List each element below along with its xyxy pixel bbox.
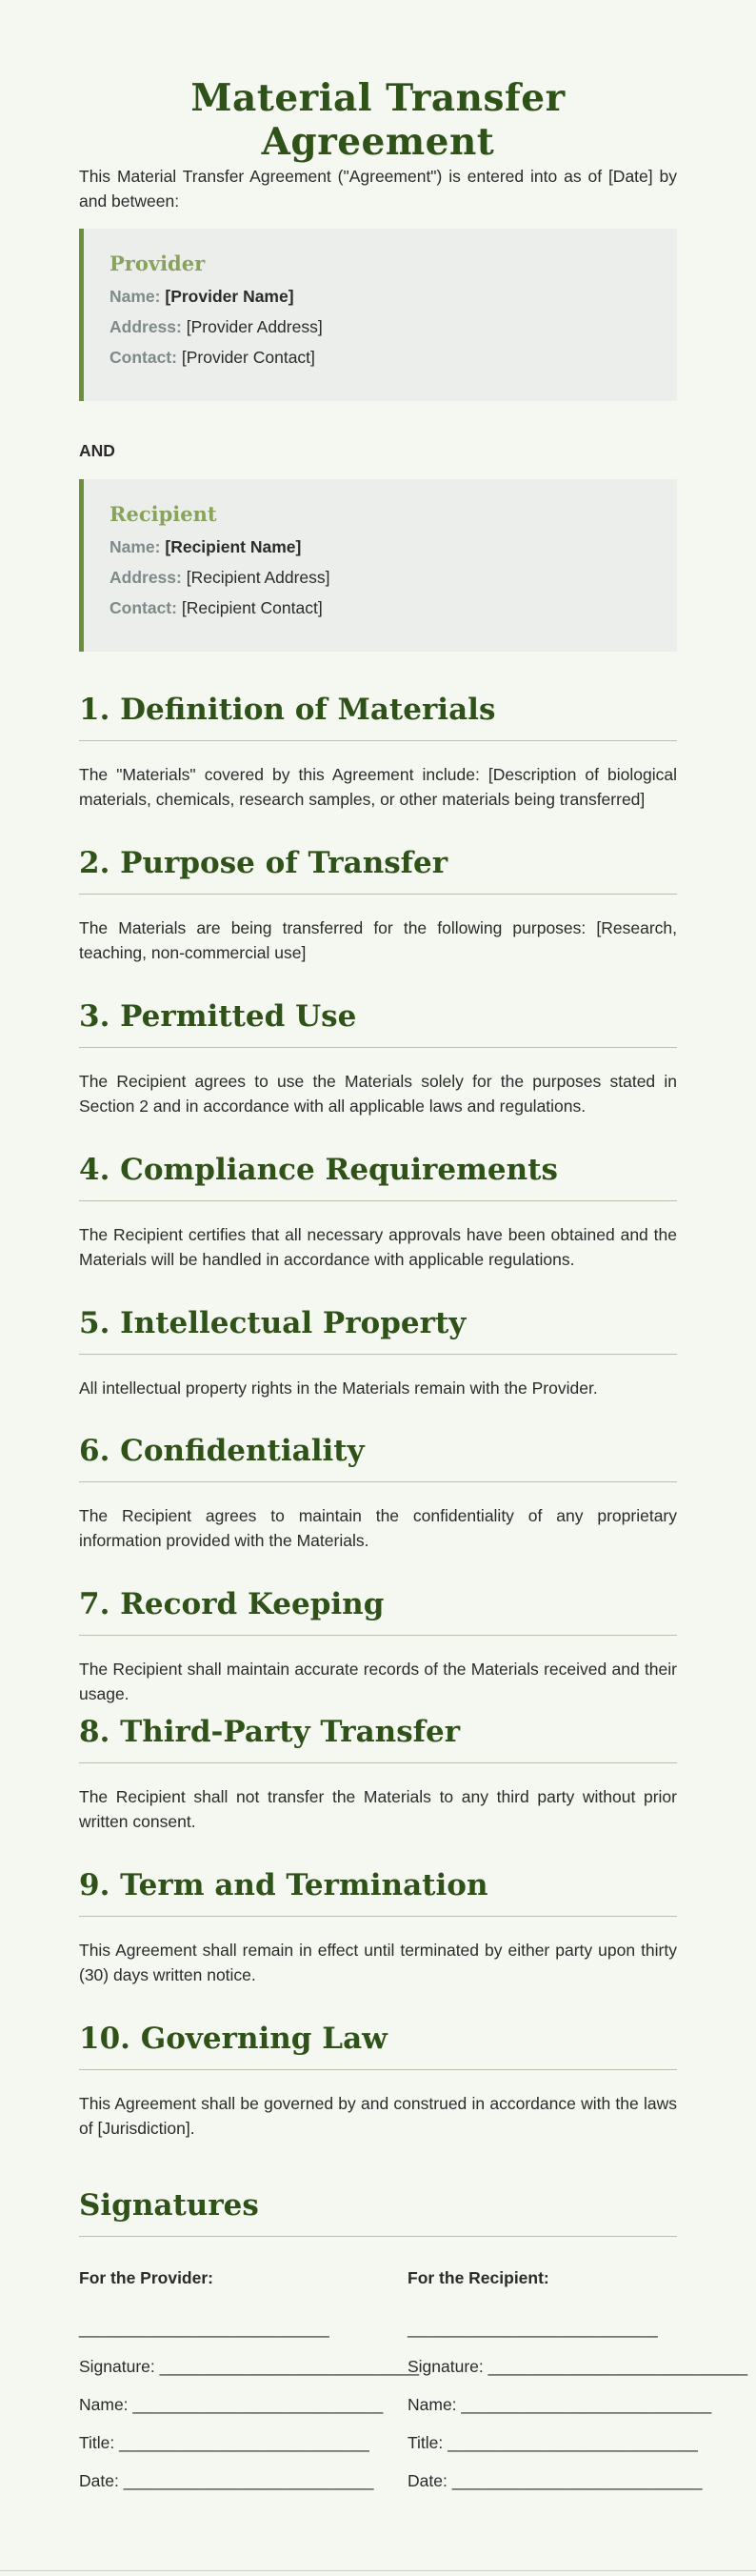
recipient-heading: Recipient xyxy=(109,502,217,526)
provider-box xyxy=(79,229,677,401)
section-text: The Recipient certifies that all necessary approvals have been obtained and the Materials will be handled in accordance with applicable regulations. xyxy=(79,1225,677,1270)
section-text: The Materials are being transferred for the following purposes: [Research, teaching, non-commercial use] xyxy=(79,918,677,963)
section-heading: 3. Permitted Use xyxy=(79,999,677,1048)
recipient-address-row xyxy=(109,568,651,589)
provider-address-label: Address: xyxy=(109,316,182,336)
recipient-signature-blank[interactable]: ___________________________ xyxy=(408,2319,658,2338)
section-heading: 5. Intellectual Property xyxy=(79,1306,677,1355)
recipient-signature-block xyxy=(408,2268,748,2504)
section-text: The Recipient shall not transfer the Materials to any third party without prior written consent. xyxy=(79,1787,677,1832)
provider-signature-label: For the Provider: xyxy=(79,2268,213,2287)
recipient-box xyxy=(79,479,677,652)
signatures-heading: Signatures xyxy=(79,2188,677,2237)
recipient-contact-label: Contact: xyxy=(109,597,177,617)
recipient-name-value: [Recipient Name] xyxy=(165,537,302,556)
provider-name-value: [Provider Name] xyxy=(165,287,294,306)
recipient-signature-label: For the Recipient: xyxy=(408,2268,549,2287)
section-text: This Agreement shall be governed by and construed in accordance with the laws of [Jurisdiction]. xyxy=(79,2094,677,2139)
provider-address-value: [Provider Address] xyxy=(186,316,323,336)
provider-contact-value: [Provider Contact] xyxy=(181,347,315,367)
intro-paragraph: This Material Transfer Agreement ("Agreement") is entered into as of [Date] by and between: xyxy=(79,167,677,211)
provider-signature-line[interactable]: Signature: ____________________________ xyxy=(79,2357,420,2376)
section-heading: 6. Confidentiality xyxy=(79,1434,677,1482)
section-text: All intellectual property rights in the Materials remain with the Provider. xyxy=(79,1379,598,1398)
section-text: The Recipient agrees to maintain the confidentiality of any proprietary information provided with the Materials. xyxy=(79,1506,677,1551)
recipient-signature-line[interactable]: Signature: ____________________________ xyxy=(408,2357,748,2376)
section-heading: 4. Compliance Requirements xyxy=(79,1153,677,1201)
provider-name-row xyxy=(109,287,651,308)
provider-name-line[interactable]: Name: ___________________________ xyxy=(79,2395,384,2414)
provider-signature-blank[interactable]: ___________________________ xyxy=(79,2319,329,2338)
section-heading: 1. Definition of Materials xyxy=(79,693,677,741)
section-heading: 10. Governing Law xyxy=(79,2022,677,2070)
recipient-name-label: Name: xyxy=(109,537,161,556)
recipient-address-label: Address: xyxy=(109,567,182,587)
recipient-contact-value: [Recipient Contact] xyxy=(181,597,323,617)
section-heading: 7. Record Keeping xyxy=(79,1587,677,1636)
section-text: This Agreement shall remain in effect until terminated by either party upon thirty (30) days written notice. xyxy=(79,1941,677,1985)
provider-contact-label: Contact: xyxy=(109,347,177,367)
recipient-name-row xyxy=(109,537,651,558)
provider-heading: Provider xyxy=(109,252,206,275)
provider-title-line[interactable]: Title: ___________________________ xyxy=(79,2433,369,2452)
provider-name-label: Name: xyxy=(109,287,161,306)
document-title: Material Transfer Agreement xyxy=(190,76,566,164)
provider-signature-block xyxy=(79,2268,420,2504)
recipient-date-line[interactable]: Date: ___________________________ xyxy=(408,2471,703,2490)
and-separator: AND xyxy=(79,441,115,460)
provider-date-line[interactable]: Date: ___________________________ xyxy=(79,2471,374,2490)
recipient-address-value: [Recipient Address] xyxy=(186,567,330,587)
recipient-contact-row xyxy=(109,598,651,619)
provider-address-row xyxy=(109,317,651,338)
section-heading: 2. Purpose of Transfer xyxy=(79,846,677,895)
recipient-title-line[interactable]: Title: ___________________________ xyxy=(408,2433,698,2452)
section-heading: 8. Third-Party Transfer xyxy=(79,1715,677,1763)
section-heading: 9. Term and Termination xyxy=(79,1868,677,1917)
provider-contact-row xyxy=(109,348,651,369)
section-text: The "Materials" covered by this Agreement include: [Description of biological materials, chemicals, research samples, or other materials being transferred] xyxy=(79,765,677,810)
section-text: The Recipient shall maintain accurate records of the Materials received and their usage. xyxy=(79,1660,677,1704)
section-text: The Recipient agrees to use the Materials solely for the purposes stated in Section 2 and in accordance with all applicable laws and regulations. xyxy=(79,1072,677,1117)
recipient-name-line[interactable]: Name: ___________________________ xyxy=(408,2395,712,2414)
